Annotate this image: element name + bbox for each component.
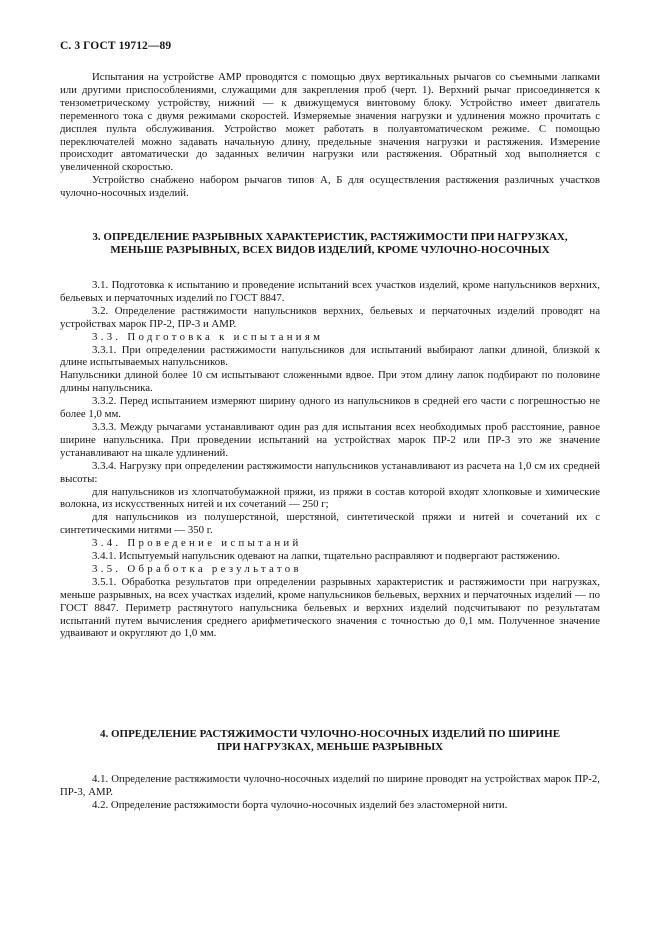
paragraph: Испытания на устройстве АМР проводятся с помощью двух вертикальных рычагов со съемными лапками или другими приспособлениями, служащими для закрепления проб (черт. 1). Верхний рычаг присоединяется к тензометрическому устройству, нижний — к движущемуся винтовому блоку. Устройство имеет двигатель переменного тока с двумя режимами скоростей. Измеряемые значения нагрузки и удлинения можно прочитать с дисплея пульта обслуживания. Устройство может работать в полуавтоматическом режиме. С помощью переключателей можно задавать начальную длину, предельные значения нагрузки и растяжения. Измерение происходит автоматически до заданных величин нагрузки или растяжения. Обратный ход выполняется с увеличенной скоростью. xyxy=(60,71,600,174)
clause-3-3-2: 3.3.2. Перед испытанием измеряют ширину одного из напульсников в средней его части с погрешностью не более 1,0 мм. xyxy=(60,395,600,421)
paragraph: Устройство снабжено набором рычагов типов А, Б для осуществления растяжения различных участков чулочно-носочных изделий. xyxy=(60,174,600,200)
section-3-title xyxy=(60,231,600,257)
intro-block xyxy=(60,71,600,200)
clause-4-1: 4.1. Определение растяжимости чулочно-носочных изделий по ширине проводят на устройствах марок ПР-2, ПР-3, АМР. xyxy=(60,773,600,798)
clause-4-2: 4.2. Определение растяжимости борта чулочно-носочных изделий без эластомерной нити. xyxy=(92,798,508,811)
clause-3-3-4-item-b: для напульсников из полушерстяной, шерстяной, синтетической пряжи и нитей и сочетаний их с синтетическими нитями — 350 г. xyxy=(60,511,600,537)
clause-3-2: 3.2. Определение растяжимости напульсников верхних, бельевых и перчаточных изделий проводят на устройствах марок ПР-2, ПР-3 и АМР. xyxy=(60,304,600,330)
section-title-line: ПРИ НАГРУЗКАХ, МЕНЬШЕ РАЗРЫВНЫХ xyxy=(216,741,444,754)
section-4-body xyxy=(60,773,600,812)
clause-3-4-heading: 3.4. Проведение испытаний xyxy=(92,537,302,550)
section-4-title xyxy=(60,728,600,754)
clause-3-3-4: 3.3.4. Нагрузку при определении растяжимости напульсников устанавливают из расчета на 1,0 см их средней высоты: xyxy=(60,459,600,485)
section-title-line: 4. ОПРЕДЕЛЕНИЕ РАСТЯЖИМОСТИ ЧУЛОЧНО-НОСОЧНЫХ ИЗДЕЛИЙ ПО ШИРИНЕ xyxy=(99,728,561,740)
clause-3-3-1-continued: Напульсники длиной более 10 см испытывают сложенными вдвое. При этом длину лапок подбирают по половине длины напульсника. xyxy=(60,369,600,395)
clause-3-3-1: 3.3.1. При определении растяжимости напульсников для испытаний выбирают лапки длиной, близкой к длине испытываемых напульсников. xyxy=(60,343,600,369)
clause-3-3-4-item-a: для напульсников из хлопчатобумажной пряжи, из пряжи в состав которой входят хлопковые и химические волокна, из искусственных нитей и их сочетаний — 250 г; xyxy=(60,485,600,511)
clause-3-4-1: 3.4.1. Испытуемый напульсник одевают на лапки, тщательно расправляют и подвергают растяжению. xyxy=(92,550,560,563)
section-title-line: 3. ОПРЕДЕЛЕНИЕ РАЗРЫВНЫХ ХАРАКТЕРИСТИК, РАСТЯЖИМОСТИ ПРИ НАГРУЗКАХ, xyxy=(92,231,568,243)
clause-3-3-heading: 3.3. Подготовка к испытаниям xyxy=(92,330,324,343)
page-header: С. 3 ГОСТ 19712—89 xyxy=(60,40,172,52)
clause-3-1: 3.1. Подготовка к испытанию и проведение испытаний всех участков изделий, кроме напульсников верхних, бельевых и перчаточных изделий по ГОСТ 8847. xyxy=(60,279,600,304)
clause-3-5-heading: 3.5. Обработка результатов xyxy=(92,562,302,575)
clause-3-5-1: 3.5.1. Обработка результатов при определении разрывных характеристик и растяжимости при нагрузках, меньше разрывных, на всех участках изделий, кроме напульсников бельевых, верхних и перчаточных изделий — по ГОСТ 8847. Периметр растянутого напульсника бельевых и верхних изделий подсчитывают по результатам испытаний путем вычисления среднего арифметического значения с точностью до 0,1 мм. Полученное значение удваивают и округляют до 1,0 мм. xyxy=(60,575,600,640)
section-3-body xyxy=(60,279,600,640)
clause-3-3-3: 3.3.3. Между рычагами устанавливают один раз для испытания всех необходимых проб расстояние, равное ширине напульсника. При проведении испытаний на устройствах марок ПР-2 или ПР-3 это же значение устанавливают на шкале удлинений. xyxy=(60,420,600,459)
section-title-line: МЕНЬШЕ РАЗРЫВНЫХ, ВСЕХ ВИДОВ ИЗДЕЛИЙ, КРОМЕ ЧУЛОЧНО-НОСОЧНЫХ xyxy=(110,244,550,257)
